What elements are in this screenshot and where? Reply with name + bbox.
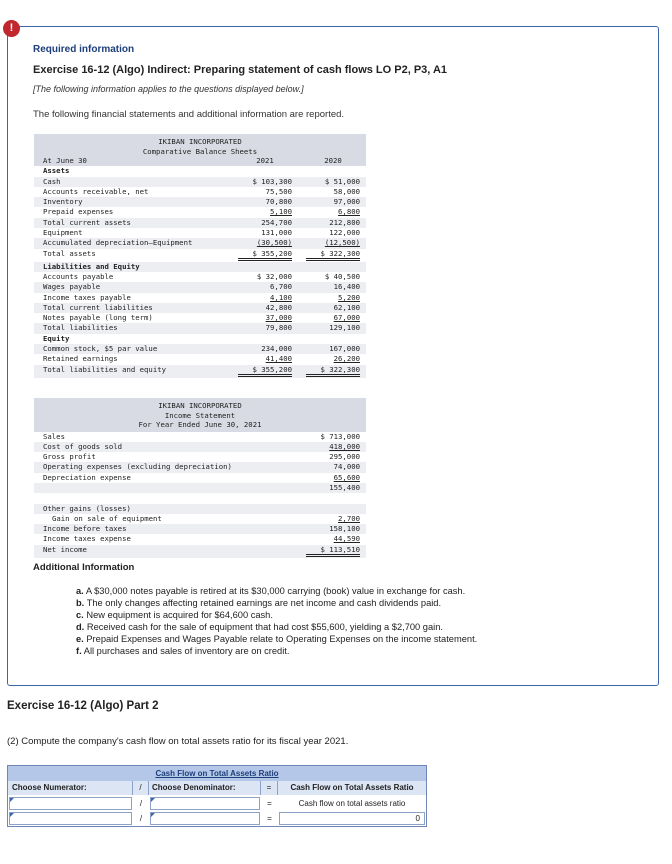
balance-sheet-row — [34, 282, 366, 292]
balance-sheet-label: Inventory — [43, 197, 83, 207]
balance-sheet-value-2020: 6,800 — [338, 207, 360, 217]
income-statement-value: 418,000 — [329, 441, 360, 451]
part-title: Exercise 16-12 (Algo) Part 2 — [7, 700, 159, 712]
item-letter: b. — [76, 597, 85, 608]
year-2020-header: 2020 — [324, 156, 342, 165]
balance-sheet-value-2020: 16,400 — [333, 282, 360, 292]
income-statement-value: 65,600 — [333, 472, 360, 482]
balance-sheet-value-2021: $ 355,200 — [238, 365, 292, 377]
income-statement-row — [34, 483, 366, 493]
equals-sign: = — [261, 781, 278, 795]
income-statement-row — [34, 514, 366, 524]
balance-sheet-value-2020: 167,000 — [329, 344, 360, 354]
income-statement-value: $ 113,510 — [306, 545, 360, 557]
balance-sheet-value-2021: 41,400 — [265, 354, 292, 364]
balance-sheet-value-2020: $ 51,000 — [324, 176, 360, 186]
item-letter: c. — [76, 609, 84, 620]
income-statement-row — [34, 462, 366, 472]
balance-sheet-value-2021: 5,100 — [270, 207, 292, 217]
income-statement-label: Gain on sale of equipment — [52, 513, 162, 523]
part-question: (2) Compute the company's cash flow on total assets ratio for its fiscal year 2021. — [7, 736, 349, 747]
denominator-input-2[interactable] — [150, 812, 260, 825]
additional-information-item — [76, 598, 477, 610]
balance-sheet-row — [34, 197, 366, 207]
balance-sheet-row — [34, 303, 366, 313]
additional-information-item — [76, 634, 477, 646]
income-statement-label: Cost of goods sold — [43, 441, 123, 451]
income-statement-period: For Year Ended June 30, 2021 — [138, 420, 262, 429]
numerator-select-1[interactable] — [9, 797, 132, 810]
balance-sheet-label: Total liabilities — [43, 323, 118, 333]
balance-sheet-value-2020: 5,200 — [338, 292, 360, 302]
balance-sheet-label: Accumulated depreciation—Equipment — [43, 238, 193, 248]
balance-sheet-label: Total current assets — [43, 217, 131, 227]
balance-sheet-label: Accounts receivable, net — [43, 186, 149, 196]
required-information-label: Required information — [33, 44, 135, 55]
income-statement-row — [34, 442, 366, 452]
income-statement-header — [34, 398, 366, 432]
item-text: A $30,000 notes payable is retired at its $30,000 carrying (book) value in exchange for cash. — [85, 586, 466, 596]
balance-sheet-label: Assets — [43, 166, 70, 176]
item-letter: d. — [76, 621, 85, 632]
income-statement-label: Income before taxes — [43, 524, 127, 534]
dropdown-indicator-icon — [151, 798, 155, 802]
balance-sheet-company: IKIBAN INCORPORATED — [158, 137, 242, 146]
balance-sheet-row — [34, 344, 366, 354]
additional-information-item — [76, 622, 477, 634]
income-statement-label: Other gains (losses) — [43, 503, 131, 513]
income-statement-value: 44,590 — [333, 534, 360, 544]
balance-sheet-rows — [34, 166, 366, 377]
at-date-label: At June 30 — [43, 156, 87, 165]
income-statement-row — [34, 524, 366, 534]
income-statement-value: 295,000 — [329, 452, 360, 462]
balance-sheet-row — [34, 365, 366, 378]
balance-sheet-value-2020: $ 40,500 — [324, 271, 360, 281]
result-label: Cash flow on total assets ratio — [298, 799, 406, 808]
income-statement-value: 2,700 — [338, 513, 360, 523]
balance-sheet-value-2020: 67,000 — [333, 313, 360, 323]
income-statement-label: Operating expenses (excluding depreciation) — [43, 462, 232, 472]
balance-sheet-value-2021: 4,100 — [270, 292, 292, 302]
balance-sheet-label: Accounts payable — [43, 271, 114, 281]
exercise-title: Exercise 16-12 (Algo) Indirect: Preparing statement of cash flows LO P2, P3, A1 — [33, 64, 448, 76]
item-text: New equipment is acquired for $64,600 cash. — [86, 609, 273, 620]
balance-sheet-row — [34, 323, 366, 333]
additional-information-list — [76, 586, 477, 657]
balance-sheet-row — [34, 313, 366, 323]
income-statement-value: 74,000 — [333, 462, 360, 472]
income-statement-label: Net income — [43, 544, 87, 554]
income-statement-row — [34, 493, 366, 503]
balance-sheet-row — [34, 187, 366, 197]
balance-sheet-value-2020: 97,000 — [333, 197, 360, 207]
balance-sheet-value-2020: 58,000 — [333, 186, 360, 196]
balance-sheet-label: Income taxes payable — [43, 292, 131, 302]
balance-sheet-row — [34, 238, 366, 248]
item-text: Received cash for the sale of equipment that had cost $55,600, yielding a $2,700 gain. — [86, 621, 443, 632]
ratio-result-value: 0 — [279, 812, 425, 825]
denominator-header: Choose Denominator: — [149, 781, 261, 795]
additional-information-item — [76, 646, 477, 658]
ratio-table-title: Cash Flow on Total Assets Ratio — [8, 766, 426, 781]
balance-sheet-title: Comparative Balance Sheets — [142, 146, 258, 156]
income-statement-row — [34, 432, 366, 442]
balance-sheet-year-row — [34, 156, 366, 166]
balance-sheet-row — [34, 262, 366, 272]
result-header: Cash Flow on Total Assets Ratio — [290, 783, 414, 792]
income-statement-label: Depreciation expense — [43, 472, 131, 482]
comparative-balance-sheet — [34, 134, 366, 378]
year-2021-header: 2021 — [256, 156, 274, 165]
item-text: All purchases and sales of inventory are on credit. — [83, 645, 290, 656]
balance-sheet-value-2021: 131,000 — [261, 228, 292, 238]
balance-sheet-label: Notes payable (long term) — [43, 313, 153, 323]
alert-icon: ! — [3, 20, 20, 37]
income-statement-value: $ 713,000 — [320, 431, 360, 441]
balance-sheet-value-2021: (30,500) — [256, 238, 292, 248]
income-statement-value: 158,100 — [329, 524, 360, 534]
denominator-select-1[interactable] — [150, 797, 260, 810]
balance-sheet-header — [34, 134, 366, 166]
balance-sheet-value-2021: 79,800 — [265, 323, 292, 333]
equals-sign-row-2: = — [267, 814, 272, 823]
income-statement-row — [34, 473, 366, 483]
numerator-input-2[interactable] — [9, 812, 132, 825]
balance-sheet-value-2021: 254,700 — [261, 217, 292, 227]
balance-sheet-row — [34, 207, 366, 217]
income-statement-row — [34, 534, 366, 544]
divide-sign: / — [133, 781, 149, 795]
input-indicator-icon — [10, 813, 14, 817]
balance-sheet-row — [34, 293, 366, 303]
balance-sheet-row — [34, 177, 366, 187]
divide-sign-row-1: / — [139, 799, 143, 808]
balance-sheet-label: Total current liabilities — [43, 302, 153, 312]
income-statement-row — [34, 504, 366, 514]
item-letter: a. — [76, 586, 84, 596]
balance-sheet-value-2020: $ 322,300 — [306, 365, 360, 377]
intro-text: The following financial statements and additional information are reported. — [33, 109, 345, 120]
balance-sheet-value-2021: 42,800 — [265, 302, 292, 312]
balance-sheet-value-2020: (12,500) — [324, 238, 360, 248]
balance-sheet-value-2021: 234,000 — [261, 344, 292, 354]
balance-sheet-value-2021: 75,500 — [265, 186, 292, 196]
income-statement-title: Income Statement — [164, 410, 236, 420]
balance-sheet-value-2020: 26,200 — [333, 354, 360, 364]
balance-sheet-label: Equipment — [43, 228, 83, 238]
balance-sheet-value-2021: 37,000 — [265, 313, 292, 323]
additional-information-item — [76, 586, 477, 598]
balance-sheet-value-2021: $ 355,200 — [238, 249, 292, 261]
income-statement-rows — [34, 432, 366, 558]
balance-sheet-label: Prepaid expenses — [43, 207, 114, 217]
divide-sign-row-2: / — [139, 814, 143, 823]
balance-sheet-label: Retained earnings — [43, 354, 118, 364]
balance-sheet-row — [34, 272, 366, 282]
balance-sheet-value-2021: $ 32,000 — [256, 271, 292, 281]
income-statement-label: Sales — [43, 431, 65, 441]
balance-sheet-label: Cash — [43, 176, 61, 186]
applies-note: [The following information applies to the questions displayed below.] — [33, 84, 304, 94]
balance-sheet-value-2021: 6,700 — [270, 282, 292, 292]
cash-flow-ratio-table — [7, 765, 427, 827]
balance-sheet-value-2020: 62,100 — [333, 302, 360, 312]
balance-sheet-label: Wages payable — [43, 282, 101, 292]
item-letter: f. — [76, 645, 82, 656]
balance-sheet-value-2020: $ 322,300 — [306, 249, 360, 261]
balance-sheet-row — [34, 228, 366, 238]
balance-sheet-row — [34, 166, 366, 176]
item-text: The only changes affecting retained earnings are net income and cash dividends paid. — [86, 597, 442, 608]
balance-sheet-row — [34, 334, 366, 344]
input-indicator-icon — [151, 813, 155, 817]
balance-sheet-value-2020: 129,100 — [329, 323, 360, 333]
balance-sheet-label: Total liabilities and equity — [43, 364, 167, 374]
balance-sheet-row — [34, 354, 366, 364]
balance-sheet-label: Liabilities and Equity — [43, 261, 140, 271]
balance-sheet-row — [34, 218, 366, 228]
dropdown-indicator-icon — [10, 798, 14, 802]
additional-information-title: Additional Information — [33, 562, 135, 573]
ratio-table-header-row — [8, 781, 426, 795]
additional-information-item — [76, 610, 477, 622]
income-statement-company: IKIBAN INCORPORATED — [158, 401, 242, 410]
balance-sheet-row — [34, 249, 366, 262]
income-statement-label: Income taxes expense — [43, 534, 131, 544]
balance-sheet-value-2021: $ 103,300 — [252, 176, 292, 186]
balance-sheet-value-2021: 70,800 — [265, 197, 292, 207]
item-letter: e. — [76, 633, 84, 644]
item-text: Prepaid Expenses and Wages Payable relate to Operating Expenses on the income statement. — [86, 633, 478, 644]
income-statement-row — [34, 545, 366, 558]
balance-sheet-label: Equity — [43, 333, 70, 343]
income-statement-label: Gross profit — [43, 452, 96, 462]
equals-sign-row-1: = — [267, 799, 272, 808]
balance-sheet-value-2020: 122,000 — [329, 228, 360, 238]
balance-sheet-value-2020: 212,800 — [329, 217, 360, 227]
income-statement-value: 155,400 — [329, 482, 360, 492]
income-statement-row — [34, 452, 366, 462]
numerator-header: Choose Numerator: — [8, 781, 133, 795]
income-statement — [34, 398, 366, 558]
balance-sheet-label: Common stock, $5 par value — [43, 344, 158, 354]
balance-sheet-label: Total assets — [43, 248, 96, 258]
